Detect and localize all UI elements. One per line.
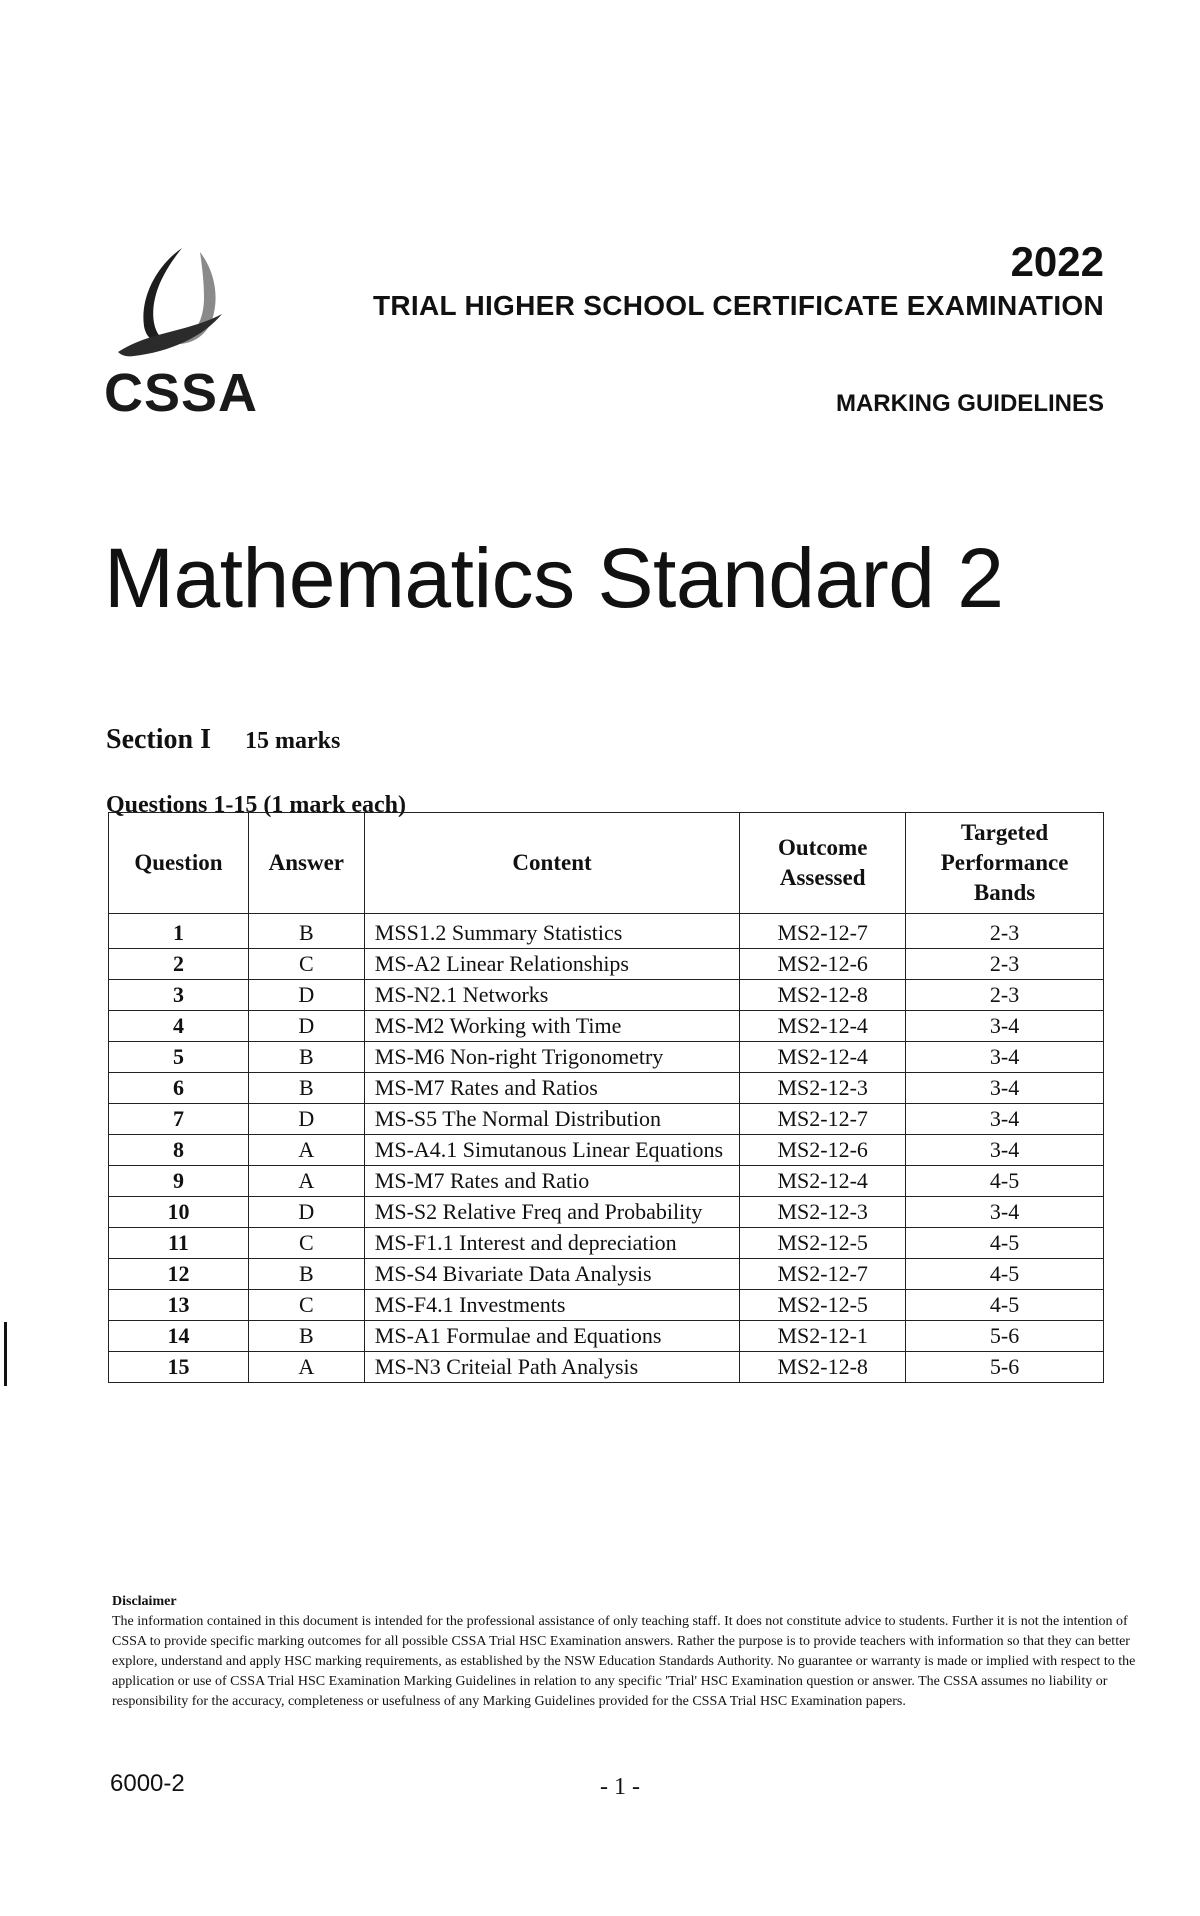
cell-bands: 2-3 [906,949,1104,980]
cell-outcome: MS2-12-7 [740,1259,906,1290]
table-body [109,914,1104,1383]
section-heading [106,724,340,756]
cell-outcome: MS2-12-5 [740,1228,906,1259]
cell-content: MS-M2 Working with Time [364,1011,739,1042]
cell-answer: A [248,1166,364,1197]
cell-answer: C [248,949,364,980]
cell-bands: 3-4 [906,1011,1104,1042]
table-row [109,1321,1104,1352]
cell-outcome: MS2-12-3 [740,1073,906,1104]
subject-title: Mathematics Standard 2 [104,531,1004,625]
table-row [109,1166,1104,1197]
disclaimer-text: The information contained in this document is intended for the professional assistance of only teaching staff. It does not constitute advice to students. Further it is not the intention of CSSA to provide specific marking outcomes for all possible CSSA Trial HSC Examination answers. Rather the purpose is to provide teachers with information so that they can better explore, understand and apply HSC marking requirements, as established by the NSW Education Standards Authority. No guarantee or warranty is made or implied with respect to the application or use of CSSA Trial HSC Examination Marking Guidelines in relation to any specific 'Trial' HSC Examination question or answer. The CSSA assumes no liability or responsibility for the accuracy, completeness or usefulness of any Marking Guidelines provided for the CSSA Trial HSC Examination papers. [112,1614,1136,1709]
cell-question: 2 [109,949,249,980]
cell-content: MS-S5 The Normal Distribution [364,1104,739,1135]
cell-bands: 3-4 [906,1135,1104,1166]
cell-content: MS-M7 Rates and Ratio [364,1166,739,1197]
table-row [109,1228,1104,1259]
cell-answer: B [248,1259,364,1290]
cell-answer: D [248,1104,364,1135]
cell-outcome: MS2-12-8 [740,1352,906,1383]
cell-outcome: MS2-12-4 [740,1011,906,1042]
questions-label: Questions 1-15 (1 mark each) [106,792,406,818]
cell-bands: 3-4 [906,1073,1104,1104]
margin-mark [4,1322,7,1386]
disclaimer-title: Disclaimer [112,1594,177,1609]
cell-question: 10 [109,1197,249,1228]
cell-content: MS-A4.1 Simutanous Linear Equations [364,1135,739,1166]
cell-answer: B [248,1321,364,1352]
cell-outcome: MS2-12-6 [740,1135,906,1166]
header-question: Question [109,813,249,914]
cell-content: MS-A1 Formulae and Equations [364,1321,739,1352]
table-row [109,1259,1104,1290]
table-row [109,1290,1104,1321]
cell-answer: C [248,1228,364,1259]
cell-question: 15 [109,1352,249,1383]
table-row [109,914,1104,949]
cell-question: 5 [109,1042,249,1073]
cell-question: 9 [109,1166,249,1197]
header-bands-line3: Bands [973,880,1036,905]
cell-answer: A [248,1135,364,1166]
disclaimer [112,1592,1144,1712]
cell-answer: B [248,1073,364,1104]
cell-content: MS-M6 Non-right Trigonometry [364,1042,739,1073]
table-row [109,1011,1104,1042]
cell-bands: 4-5 [906,1290,1104,1321]
cell-outcome: MS2-12-4 [740,1042,906,1073]
cell-question: 7 [109,1104,249,1135]
cell-content: MS-S2 Relative Freq and Probability [364,1197,739,1228]
table-row [109,1073,1104,1104]
table-row [109,1352,1104,1383]
table-row [109,1104,1104,1135]
cell-question: 1 [109,914,249,949]
header-bands-line1: Targeted [960,820,1049,845]
cell-answer: B [248,1042,364,1073]
header-bands-line2: Performance [940,850,1069,875]
header-content: Content [364,813,739,914]
cell-question: 12 [109,1259,249,1290]
cssa-swoosh-icon [104,240,254,370]
section-marks: 15 marks [245,728,341,754]
cell-content: MS-A2 Linear Relationships [364,949,739,980]
cell-bands: 3-4 [906,1197,1104,1228]
cell-question: 6 [109,1073,249,1104]
cell-outcome: MS2-12-8 [740,980,906,1011]
marking-guidelines-label: MARKING GUIDELINES [835,390,1104,417]
cell-bands: 4-5 [906,1228,1104,1259]
cell-question: 8 [109,1135,249,1166]
table-row [109,1197,1104,1228]
cell-bands: 5-6 [906,1321,1104,1352]
cell-answer: D [248,980,364,1011]
page-number: - 1 - [600,1774,640,1800]
header-bands [906,813,1104,914]
cell-bands: 4-5 [906,1166,1104,1197]
cell-content: MS-M7 Rates and Ratios [364,1073,739,1104]
header-outcome-line1: Outcome [777,835,868,860]
header-outcome-line2: Assessed [779,865,866,890]
cell-outcome: MS2-12-7 [740,1104,906,1135]
cell-bands: 3-4 [906,1042,1104,1073]
cell-outcome: MS2-12-1 [740,1321,906,1352]
cssa-logo [104,240,259,423]
cell-question: 13 [109,1290,249,1321]
cell-content: MS-S4 Bivariate Data Analysis [364,1259,739,1290]
exam-year: 2022 [1010,238,1104,285]
table-row [109,1135,1104,1166]
logo-text: CSSA [104,363,259,423]
cell-answer: A [248,1352,364,1383]
cell-bands: 3-4 [906,1104,1104,1135]
table-header-row [109,813,1104,914]
cell-answer: D [248,1011,364,1042]
cell-bands: 4-5 [906,1259,1104,1290]
header-answer: Answer [248,813,364,914]
cell-question: 11 [109,1228,249,1259]
answers-table [108,812,1104,1383]
cell-content: MS-F1.1 Interest and depreciation [364,1228,739,1259]
cell-question: 4 [109,1011,249,1042]
table-row [109,1042,1104,1073]
cell-outcome: MS2-12-7 [740,914,906,949]
cell-outcome: MS2-12-5 [740,1290,906,1321]
table-row [109,980,1104,1011]
cell-answer: C [248,1290,364,1321]
cell-question: 14 [109,1321,249,1352]
cell-outcome: MS2-12-4 [740,1166,906,1197]
cell-content: MS-F4.1 Investments [364,1290,739,1321]
cell-bands: 2-3 [906,914,1104,949]
cell-question: 3 [109,980,249,1011]
cell-bands: 5-6 [906,1352,1104,1383]
section-title: Section I [106,724,211,755]
cell-answer: B [248,914,364,949]
paper-code: 6000-2 [110,1770,185,1797]
cell-outcome: MS2-12-6 [740,949,906,980]
table-row [109,949,1104,980]
cell-content: MS-N2.1 Networks [364,980,739,1011]
header-outcome [740,813,906,914]
cell-content: MS-N3 Criteial Path Analysis [364,1352,739,1383]
cell-outcome: MS2-12-3 [740,1197,906,1228]
cell-answer: D [248,1197,364,1228]
cell-content: MSS1.2 Summary Statistics [364,914,739,949]
exam-title: TRIAL HIGHER SCHOOL CERTIFICATE EXAMINATION [372,290,1104,321]
cell-bands: 2-3 [906,980,1104,1011]
